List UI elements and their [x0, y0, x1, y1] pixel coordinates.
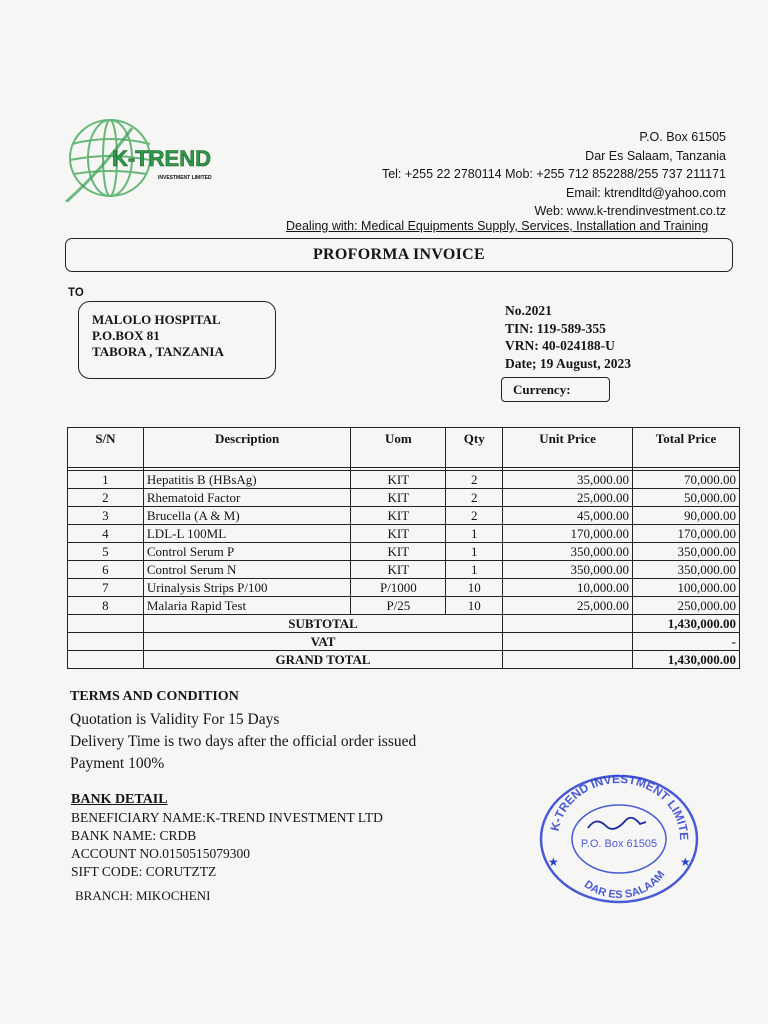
- cell-unit-price: 350,000.00: [503, 543, 633, 561]
- cell-uom: KIT: [351, 543, 446, 561]
- subtotal-label: SUBTOTAL: [143, 615, 502, 633]
- cell-uom: KIT: [351, 525, 446, 543]
- invoice-tin: TIN: 119-589-355: [505, 320, 606, 336]
- star-icon: ★: [680, 855, 691, 869]
- stamp-top-text: K-TREND INVESTMENT LIMITE: [547, 772, 692, 841]
- cell-uom: KIT: [351, 471, 446, 489]
- to-label: TO: [68, 287, 84, 299]
- page-title: PROFORMA INVOICE: [312, 246, 486, 263]
- cell-total-price: 250,000.00: [633, 597, 740, 615]
- table-row: [68, 489, 740, 507]
- cell-description: Hepatitis B (HBsAg): [143, 471, 351, 489]
- cell-description: Rhematoid Factor: [143, 489, 351, 507]
- logo-text: K-TREND: [112, 146, 211, 171]
- vat-row: [68, 633, 740, 651]
- terms-payment: Payment 100%: [70, 755, 165, 772]
- bank-details: [71, 809, 383, 881]
- company-stamp: [536, 772, 702, 906]
- cell-unit-price: 25,000.00: [503, 597, 633, 615]
- cell-qty: 10: [446, 597, 503, 615]
- terms-body: [70, 709, 416, 775]
- cell-description: Urinalysis Strips P/100: [143, 579, 351, 597]
- cell-sn: 4: [68, 525, 144, 543]
- cell-total-price: 170,000.00: [633, 525, 740, 543]
- cell-qty: 1: [446, 561, 503, 579]
- cell-unit-price: 10,000.00: [503, 579, 633, 597]
- cell-total-price: 50,000.00: [633, 489, 740, 507]
- cell-total-price: 90,000.00: [633, 507, 740, 525]
- items-table: [67, 427, 740, 669]
- recipient-address: [78, 301, 276, 379]
- cell-sn: 5: [68, 543, 144, 561]
- subtotal-row: [68, 615, 740, 633]
- bank-name: BANK NAME: CRDB: [71, 828, 197, 843]
- bank-branch: BRANCH: MIKOCHENI: [75, 888, 211, 903]
- grand-total-label: GRAND TOTAL: [143, 651, 502, 669]
- cell-unit-price: 45,000.00: [503, 507, 633, 525]
- cell-uom: P/1000: [351, 579, 446, 597]
- cell-uom: KIT: [351, 489, 446, 507]
- invoice-number: No.2021: [505, 303, 552, 318]
- company-logo: [62, 110, 232, 202]
- cell-qty: 2: [446, 471, 503, 489]
- table-row: [68, 471, 740, 489]
- terms-delivery: Delivery Time is two days after the official order issued: [70, 733, 417, 750]
- header-sn: S/N: [68, 428, 144, 468]
- cell-total-price: 350,000.00: [633, 543, 740, 561]
- bank-beneficiary: BENEFICIARY NAME:K-TREND INVESTMENT LTD: [71, 810, 383, 825]
- cell-unit-price: 25,000.00: [503, 489, 633, 507]
- header-description: Description: [143, 428, 351, 468]
- cell-total-price: 350,000.00: [633, 561, 740, 579]
- cell-unit-price: 170,000.00: [503, 525, 633, 543]
- currency-box: Currency:: [501, 377, 610, 402]
- invoice-vrn: VRN: 40-024188-U: [505, 338, 615, 353]
- table-header-row: [68, 428, 740, 468]
- cell-sn: 8: [68, 597, 144, 615]
- cell-uom: P/25: [351, 597, 446, 615]
- cell-qty: 1: [446, 543, 503, 561]
- cell-description: Malaria Rapid Test: [143, 597, 351, 615]
- vat-label: VAT: [143, 633, 502, 651]
- invoice-date: Date; 19 August, 2023: [505, 355, 632, 371]
- po-box: P.O. Box 61505: [639, 130, 726, 144]
- cell-sn: 2: [68, 489, 144, 507]
- bank-account: ACCOUNT NO.0150515079300: [71, 846, 251, 861]
- cell-sn: 7: [68, 579, 144, 597]
- table-row: [68, 561, 740, 579]
- cell-unit-price: 35,000.00: [503, 471, 633, 489]
- stamp-center-text: P.O. Box 61505: [580, 838, 658, 850]
- cell-sn: 6: [68, 561, 144, 579]
- logo-subtext: INVESTMENT LIMITED: [158, 175, 212, 181]
- cell-uom: KIT: [351, 507, 446, 525]
- cell-uom: KIT: [351, 561, 446, 579]
- cell-qty: 2: [446, 507, 503, 525]
- cell-qty: 10: [446, 579, 503, 597]
- terms-heading: TERMS AND CONDITION: [70, 689, 239, 704]
- subtotal-value: 1,430,000.00: [633, 615, 740, 633]
- cell-description: LDL-L 100ML: [143, 525, 351, 543]
- recipient-city: TABORA , TANZANIA: [92, 344, 224, 359]
- cell-qty: 1: [446, 525, 503, 543]
- signature-icon: [588, 818, 646, 829]
- invoice-meta: [505, 302, 631, 372]
- table-row: [68, 579, 740, 597]
- cell-total-price: 100,000.00: [633, 579, 740, 597]
- stamp-icon: [536, 772, 702, 906]
- city: Dar Es Salaam, Tanzania: [585, 148, 726, 163]
- recipient-pobox: P.O.BOX 81: [92, 328, 160, 343]
- dealing-line: Dealing with: Medical Equipments Supply, Services, Installation and Training: [286, 219, 709, 233]
- vat-value: -: [633, 633, 740, 651]
- stamp-bottom-text: DAR ES SALAAM: [581, 868, 668, 901]
- header-qty: Qty: [446, 428, 503, 468]
- table-row: [68, 525, 740, 543]
- table-row: [68, 507, 740, 525]
- cell-total-price: 70,000.00: [633, 471, 740, 489]
- table-row: [68, 543, 740, 561]
- company-contact: [382, 128, 726, 221]
- cell-sn: 3: [68, 507, 144, 525]
- globe-logo-icon: [62, 110, 232, 202]
- cell-qty: 2: [446, 489, 503, 507]
- recipient-name: MALOLO HOSPITAL: [92, 312, 221, 327]
- terms-validity: Quotation is Validity For 15 Days: [70, 711, 280, 728]
- header-unit-price: Unit Price: [503, 428, 633, 468]
- grand-total-value: 1,430,000.00: [633, 651, 740, 669]
- star-icon: ★: [548, 855, 559, 869]
- email: Email: ktrendltd@yahoo.com: [566, 185, 726, 200]
- bank-swift: SIFT CODE: CORUTZTZ: [71, 864, 217, 879]
- cell-description: Brucella (A & M): [143, 507, 351, 525]
- header-total-price: Total Price: [633, 428, 740, 468]
- bank-heading: BANK DETAIL: [71, 792, 168, 807]
- cell-sn: 1: [68, 471, 144, 489]
- website: Web: www.k-trendinvestment.co.tz: [534, 204, 726, 218]
- table-row: [68, 597, 740, 615]
- grand-total-row: [68, 651, 740, 669]
- title-box: [65, 238, 733, 272]
- cell-description: Control Serum P: [143, 543, 351, 561]
- cell-description: Control Serum N: [143, 561, 351, 579]
- phone: Tel: +255 22 2780114 Mob: +255 712 852288/255 737 211171: [381, 167, 726, 181]
- header-uom: Uom: [351, 428, 446, 468]
- cell-unit-price: 350,000.00: [503, 561, 633, 579]
